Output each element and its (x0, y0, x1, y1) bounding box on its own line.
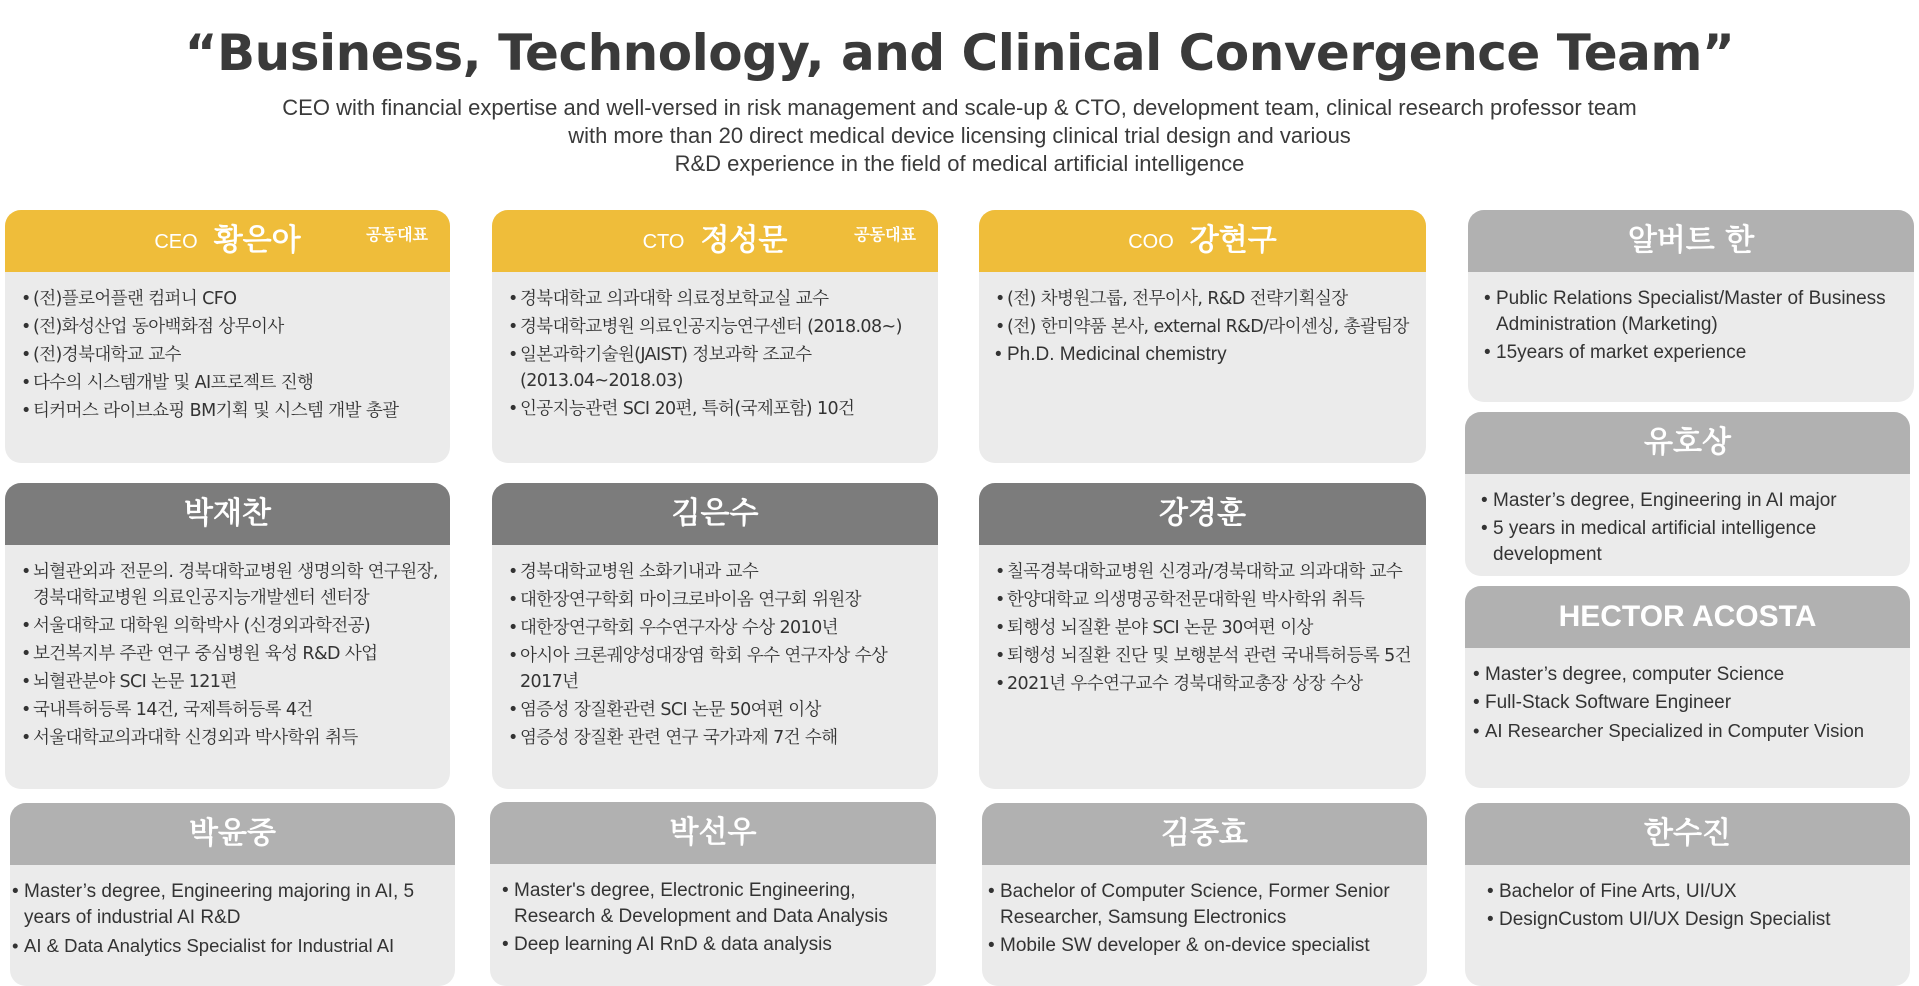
card-header (1465, 586, 1910, 648)
bullet-list (979, 272, 1426, 368)
bullet-item: • DesignCustom UI/UX Design Specialist (1487, 907, 1904, 933)
bullet-item: • (전)화성산업 동아백화점 상무이사 (21, 314, 444, 340)
card-albert-han (1468, 210, 1914, 402)
bullet-item: • (전) 한미약품 본사, external R&D/라이센싱, 총괄팀장 (995, 314, 1420, 340)
bullet-item: • 티커머스 라이브쇼핑 BM기획 및 시스템 개발 총괄 (21, 398, 444, 424)
page-title: “Business, Technology, and Clinical Convergence Team” (184, 24, 1735, 82)
card-header (5, 483, 450, 545)
card-park-sunwoo (490, 802, 936, 986)
bullet-item: • Deep learning AI RnD & data analysis (502, 932, 930, 958)
card-header (492, 483, 938, 545)
bullet-list (492, 272, 938, 422)
member-name: 유호상 (1644, 425, 1731, 460)
bullet-list (492, 545, 938, 751)
bullet-item: • Full-Stack Software Engineer (1473, 690, 1910, 716)
card-header (5, 210, 450, 272)
card-ceo (5, 210, 450, 463)
card-header (982, 803, 1427, 865)
bullet-item: • 보건복지부 주관 연구 중심병원 육성 R&D 사업 (21, 641, 444, 667)
bullet-item: • Master’s degree, computer Science (1473, 662, 1910, 688)
bullet-list (1465, 474, 1910, 568)
member-name: 박윤중 (189, 816, 276, 851)
card-header (1465, 412, 1910, 474)
bullet-item: • 염증성 장질환관련 SCI 논문 50여편 이상 (508, 697, 932, 723)
card-yoo-hosang (1465, 412, 1910, 576)
bullet-item: • 2021년 우수연구교수 경북대학교총장 상장 수상 (995, 671, 1420, 697)
card-header (1468, 210, 1914, 272)
bullet-item: • 15years of market experience (1484, 340, 1908, 366)
bullet-item: • 일본과학기술원(JAIST) 정보과학 조교수 (2013.04~2018.03) (508, 342, 932, 394)
bullet-item: • AI & Data Analytics Specialist for Industrial AI (12, 933, 453, 959)
page-subtitle (0, 94, 1919, 178)
bullet-list (5, 272, 450, 424)
member-name: 정성문 (700, 223, 788, 258)
role-label: CTO (642, 231, 685, 253)
bullet-item: • 퇴행성 뇌질환 진단 및 보행분석 관련 국내특허등록 5건 (995, 643, 1420, 669)
bullet-item: • Bachelor of Fine Arts, UI/UX (1487, 879, 1904, 905)
bullet-item: • 5 years in medical artificial intelligence development (1481, 516, 1904, 568)
subtitle-line: with more than 20 direct medical device licensing clinical trial design and various (568, 123, 1351, 148)
bullet-item: • 칠곡경북대학교병원 신경과/경북대학교 의과대학 교수 (995, 559, 1420, 585)
bullet-item: • Master’s degree, Engineering in AI major (1481, 488, 1904, 514)
subtitle-line: R&D experience in the field of medical artificial intelligence (674, 151, 1245, 176)
card-header (492, 210, 938, 272)
role-label: COO (1128, 231, 1174, 253)
member-name: 한수진 (1644, 816, 1731, 851)
member-name: 황은아 (213, 223, 301, 258)
co-ceo-tag: 공동대표 (366, 225, 428, 244)
card-kim-eunsu (492, 483, 938, 789)
bullet-list (10, 865, 455, 959)
bullet-item: • 대한장연구학회 우수연구자상 수상 2010년 (508, 615, 932, 641)
bullet-item: • (전)경북대학교 교수 (21, 342, 444, 368)
subtitle-line: CEO with financial expertise and well-versed in risk management and scale-up & CTO, development team, clinical research professor team (282, 95, 1637, 120)
member-name: 강현구 (1189, 223, 1277, 258)
bullet-item: • Bachelor of Computer Science, Former Senior Researcher, Samsung Electronics (988, 879, 1427, 931)
bullet-item: • 경북대학교병원 의료인공지능연구센터 (2018.08~) (508, 314, 932, 340)
card-header (1465, 803, 1910, 865)
card-han-sujin (1465, 803, 1910, 986)
bullet-item: • 인공지능관련 SCI 20편, 특허(국제포함) 10건 (508, 396, 932, 422)
card-header (10, 803, 455, 865)
card-kim-junghyo (982, 803, 1427, 986)
member-name: 강경훈 (1159, 496, 1246, 531)
card-coo (979, 210, 1426, 463)
bullet-item: • Mobile SW developer & on-device specialist (988, 933, 1427, 959)
card-header (979, 210, 1426, 272)
card-header (979, 483, 1426, 545)
bullet-list (1465, 648, 1910, 744)
member-name: HECTOR ACOSTA (1558, 600, 1817, 633)
bullet-list (979, 545, 1426, 697)
member-name: 김중효 (1161, 816, 1248, 851)
card-park-jaechan (5, 483, 450, 789)
bullet-list (490, 864, 936, 958)
bullet-item: • 뇌혈관분야 SCI 논문 121편 (21, 669, 444, 695)
bullet-list (1465, 865, 1910, 933)
bullet-item: • 퇴행성 뇌질환 분야 SCI 논문 30여편 이상 (995, 615, 1420, 641)
bullet-item: • 서울대학교 대학원 의학박사 (신경외과학전공) (21, 613, 444, 639)
member-name: 김은수 (671, 496, 759, 531)
bullet-item: • 대한장연구학회 마이크로바이옴 연구회 위원장 (508, 587, 932, 613)
bullet-item: • Master's degree, Electronic Engineering, Research & Development and Data Analysis (502, 878, 930, 930)
co-ceo-tag: 공동대표 (854, 225, 916, 244)
bullet-item: • (전)플로어플랜 컴퍼니 CFO (21, 286, 444, 312)
card-park-yunjung (10, 803, 455, 986)
card-cto (492, 210, 938, 463)
member-name: 박재찬 (184, 496, 271, 531)
bullet-item: • Ph.D. Medicinal chemistry (995, 342, 1420, 368)
card-hector-acosta (1465, 586, 1910, 788)
bullet-item: • AI Researcher Specialized in Computer Vision (1473, 718, 1910, 744)
role-label: CEO (154, 231, 198, 253)
bullet-item: • 서울대학교의과대학 신경외과 박사학위 취득 (21, 725, 444, 751)
bullet-item: • 염증성 장질환 관련 연구 국가과제 7건 수해 (508, 725, 932, 751)
bullet-item: • Public Relations Specialist/Master of Business Administration (Marketing) (1484, 286, 1908, 338)
bullet-item: • 경북대학교 의과대학 의료정보학교실 교수 (508, 286, 932, 312)
bullet-item: • 아시아 크론궤양성대장염 학회 우수 연구자상 수상 2017년 (508, 643, 932, 695)
bullet-item: • 국내특허등록 14건, 국제특허등록 4건 (21, 697, 444, 723)
bullet-item: • (전) 차병원그룹, 전무이사, R&D 전략기획실장 (995, 286, 1420, 312)
card-header (490, 802, 936, 864)
bullet-item: • Master’s degree, Engineering majoring in AI, 5 years of industrial AI R&D (12, 879, 453, 931)
bullet-list (1468, 272, 1914, 366)
bullet-item: • 뇌혈관외과 전문의. 경북대학교병원 생명의학 연구원장, 경북대학교병원 의료인공지능개발센터 센터장 (21, 559, 444, 611)
member-name: 알버트 한 (1627, 223, 1755, 258)
member-name: 박선우 (669, 815, 757, 850)
bullet-item: • 경북대학교병원 소화기내과 교수 (508, 559, 932, 585)
bullet-list (982, 865, 1427, 959)
card-kang-kyunghoon (979, 483, 1426, 789)
bullet-item: • 다수의 시스템개발 및 AI프로젝트 진행 (21, 370, 444, 396)
bullet-item: • 한양대학교 의생명공학전문대학원 박사학위 취득 (995, 587, 1420, 613)
bullet-list (5, 545, 450, 751)
